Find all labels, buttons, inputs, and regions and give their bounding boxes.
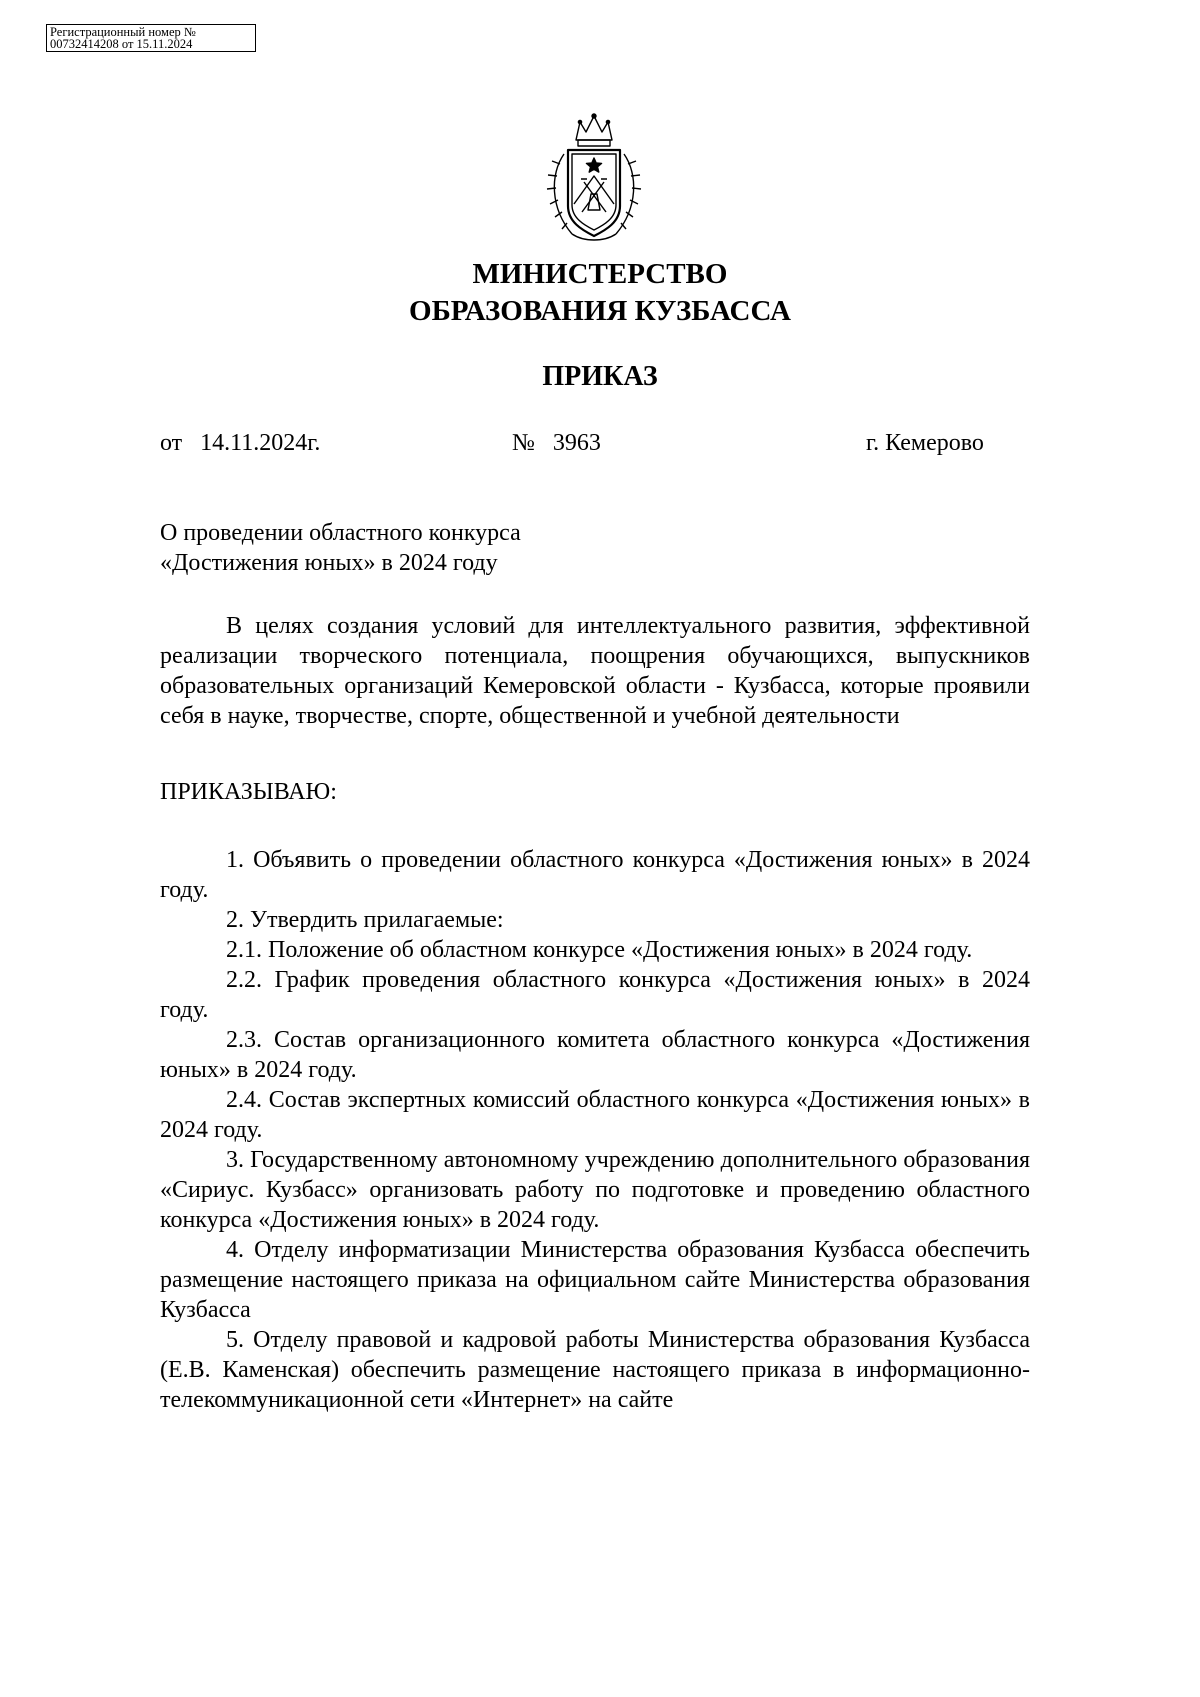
- order-subject: [160, 518, 521, 578]
- ministry-name: [0, 256, 1200, 330]
- order-item-2-2: 2.2. График проведения областного конкурса «Достижения юных» в 2024 году.: [160, 967, 1030, 1023]
- order-item-5: 5. Отделу правовой и кадровой работы Министерства образования Кузбасса (Е.В. Каменская) обеспечить размещение настоящего приказа в информационно-телекоммуникационной сети «Интернет» на сайте: [160, 1327, 1030, 1413]
- decree-word: ПРИКАЗЫВАЮ:: [160, 779, 337, 805]
- registration-number: 00732414208 от 15.11.2024: [50, 37, 193, 51]
- ministry-name-line1: МИНИСТЕРСТВО: [472, 258, 728, 290]
- preamble-paragraph: В целях создания условий для интеллектуального развития, эффективной реализации творческого потенциала, поощрения обучающихся, выпускников образовательных организаций Кемеровской области - Кузбасса, которые проявили себя в науке, творчестве, спорте, общественной и учебной деятельности: [160, 613, 1030, 729]
- order-subject-line1: О проведении областного конкурса: [160, 520, 521, 546]
- order-number: № 3963: [512, 430, 601, 456]
- registration-stamp: [46, 24, 256, 52]
- document-type: ПРИКАЗ: [542, 361, 658, 392]
- order-item-4: 4. Отделу информатизации Министерства образования Кузбасса обеспечить размещение настоящего приказа на официальном сайте Министерства образования Кузбасса: [160, 1237, 1030, 1323]
- order-body: [160, 611, 1030, 1415]
- order-date: от 14.11.2024г.: [160, 430, 321, 456]
- order-item-2-3: 2.3. Состав организационного комитета областного конкурса «Достижения юных» в 2024 году.: [160, 1027, 1030, 1083]
- order-subject-line2: «Достижения юных» в 2024 году: [160, 550, 498, 576]
- order-item-2-4: 2.4. Состав экспертных комиссий областного конкурса «Достижения юных» в 2024 году.: [160, 1087, 1030, 1143]
- registration-label: Регистрационный номер №: [50, 25, 196, 39]
- order-item-2: 2. Утвердить прилагаемые:: [226, 907, 504, 933]
- order-item-1: 1. Объявить о проведении областного конкурса «Достижения юных» в 2024 году.: [160, 847, 1030, 903]
- order-item-3: 3. Государственному автономному учреждению дополнительного образования «Сириус. Кузбасс» организовать работу по подготовке и проведению областного конкурса «Достижения юных» в 2024 году.: [160, 1147, 1030, 1233]
- ministry-name-line2: ОБРАЗОВАНИЯ КУЗБАССА: [409, 295, 791, 327]
- order-city: г. Кемерово: [866, 430, 984, 456]
- order-item-2-1: 2.1. Положение об областном конкурсе «Достижения юных» в 2024 году.: [226, 937, 973, 963]
- kuzbass-coat-of-arms-icon: [542, 112, 646, 246]
